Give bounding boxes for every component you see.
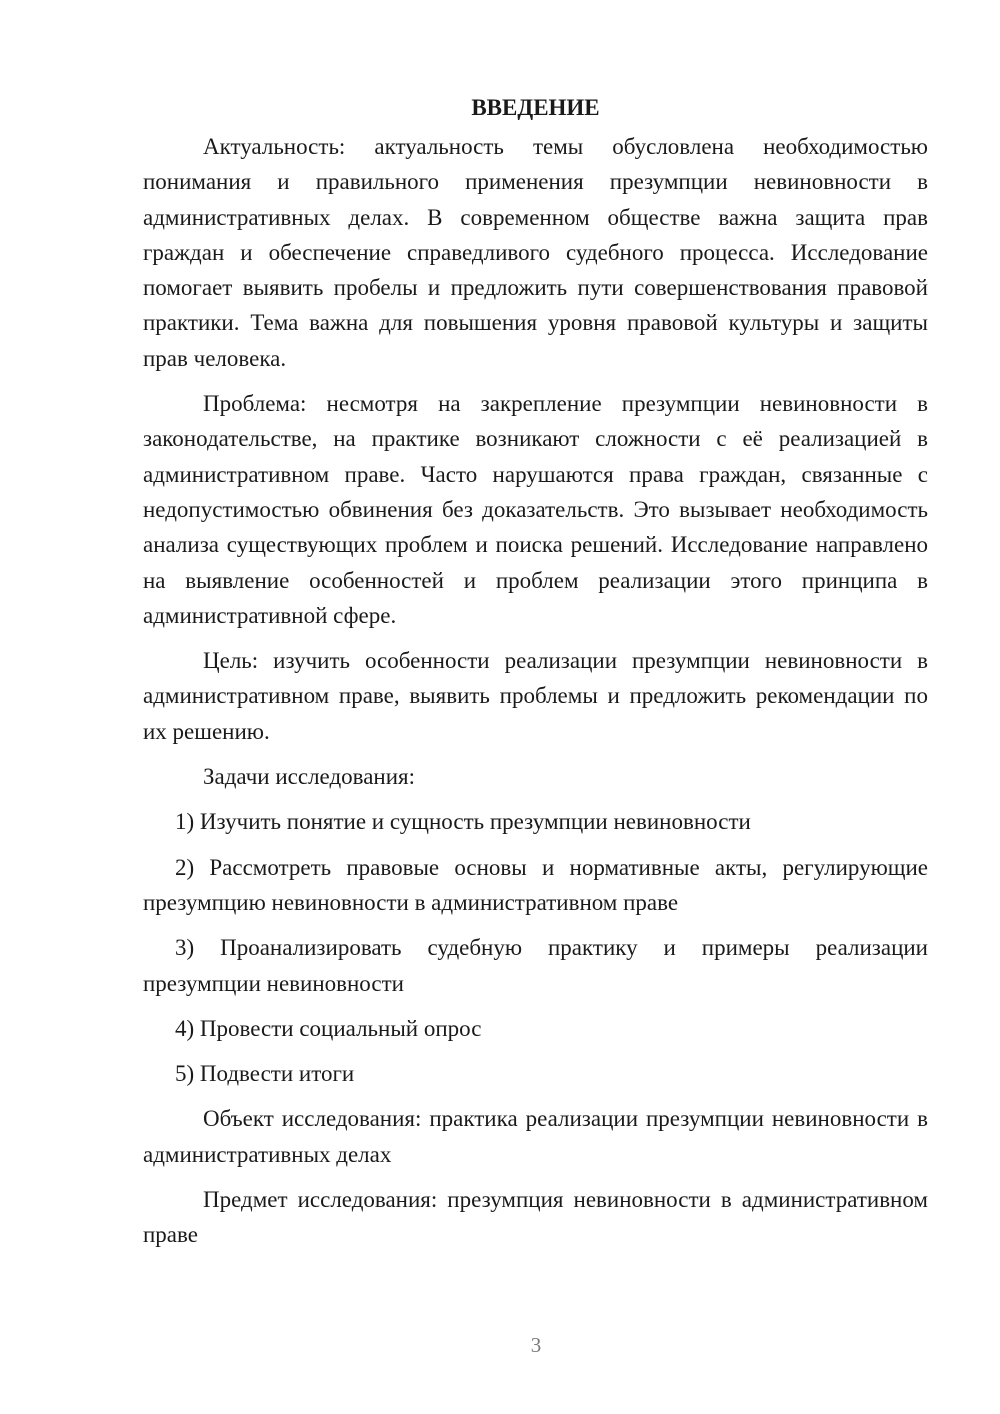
document-page	[143, 90, 928, 1263]
task-item-1: 1) Изучить понятие и сущность презумпции невиновности	[175, 809, 751, 835]
task-item-2: 2) Рассмотреть правовые основы и нормативные акты, регулирующие презумпцию невиновности в административном праве	[143, 854, 928, 915]
research-subject: Предмет исследования: презумпция невиновности в административном праве	[143, 1187, 928, 1248]
task-item-5: 5) Подвести итоги	[175, 1061, 355, 1087]
page-number: 3	[530, 1333, 542, 1357]
task-item-3: 3) Проанализировать судебную практику и примеры реализации презумпции невиновности	[143, 935, 928, 996]
paragraph-goal: Цель: изучить особенности реализации презумпции невиновности в административном праве, выявить проблемы и предложить рекомендации по их решению.	[143, 648, 928, 744]
tasks-heading: Задачи исследования:	[203, 764, 416, 790]
paragraph-problem: Проблема: несмотря на закрепление презумпции невиновности в законодательстве, на практике возникают сложности с её реализацией в административном праве. Часто нарушаются права граждан, связанные с недопустимостью обвинения без доказательств. Это вызывает необходимость анализа существующих проблем и поиска решений. Исследование направлено на выявление особенностей и проблем реализации этого принципа в административной сфере.	[143, 391, 928, 628]
page-title: ВВЕДЕНИЕ	[471, 95, 600, 120]
task-item-4: 4) Провести социальный опрос	[175, 1015, 482, 1041]
paragraph-relevance: Актуальность: актуальность темы обусловлена необходимостью понимания и правильного применения презумпции невиновности в административных делах. В современном обществе важна защита прав граждан и обеспечение справедливого судебного процесса. Исследование помогает выявить пробелы и предложить пути совершенствования правовой практики. Тема важна для повышения уровня правовой культуры и защиты прав человека.	[143, 134, 928, 371]
research-object: Объект исследования: практика реализации презумпции невиновности в административных делах	[143, 1106, 928, 1167]
